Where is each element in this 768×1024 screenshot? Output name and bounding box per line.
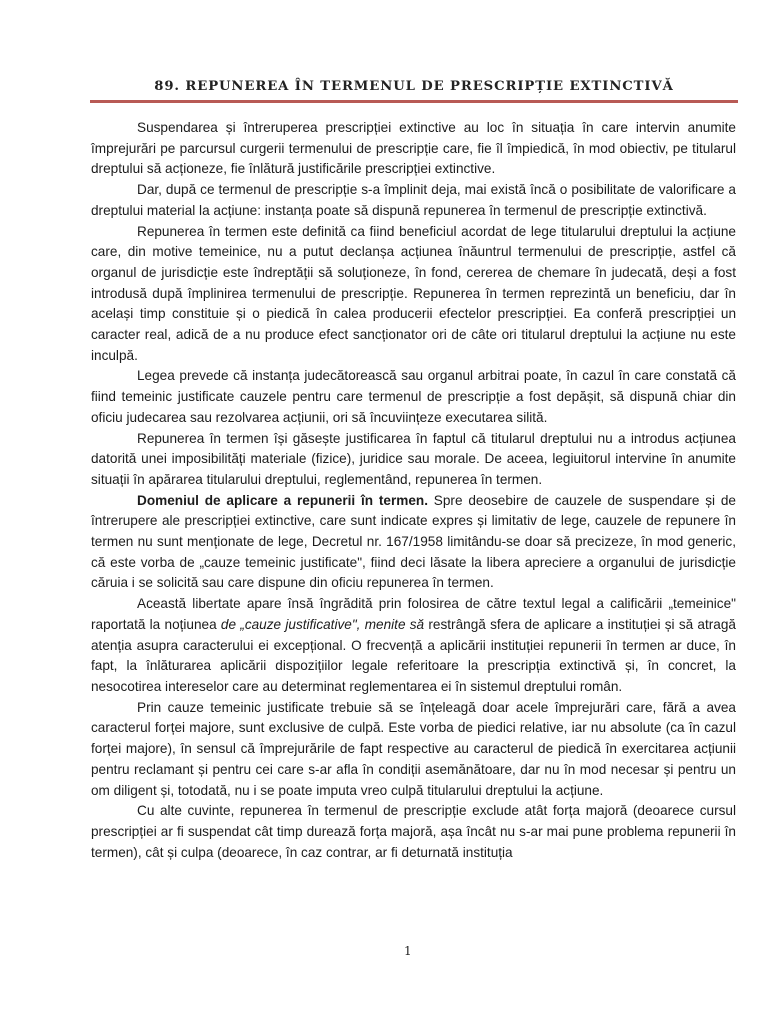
paragraph-text: Această libertate apare însă îngrădită prin folosirea de către textul legal a calificării „temeinice" raportată la noțiunea xyxy=(91,596,736,632)
paragraph xyxy=(91,491,736,595)
paragraph: Repunerea în termen își găsește justificarea în faptul că titularul dreptului nu a introdus acțiunea datorită unei imposibilități materiale (fizice), juridice sau morale. De aceea, legiuitorul intervine în anumite situații în apărarea titularului dreptului, reglementând, repunerea în termen. xyxy=(91,430,736,487)
paragraph: Cu alte cuvinte, repunerea în termenul de prescripție exclude atât forța majoră (deoarece cursul prescripției ar fi suspendat cât timp durează forța majoră, așa încât nu s-ar mai pune problema repunerii în termen), cât și culpa (deoarece, în caz contrar, ar fi deturnată instituția xyxy=(91,803,736,860)
paragraph: Legea prevede că instanța judecătorească sau organul arbitrai poate, în cazul în care constată că fiind temeinic justificate cauzele pentru care termenul de prescripție a fost depășit, să dispună chiar din oficiu judecarea sau rezolvarea acțiunii, ori să încuviințeze executarea silită. xyxy=(91,368,736,425)
italic-text: de „cauze justificative", menite să xyxy=(220,616,425,632)
section-heading: Domeniul de aplicare a repunerii în termen. xyxy=(137,492,428,508)
paragraph-text: restrângă sfera de aplicare a instituției și să atragă atenția asupra caracterului ei excepțional. O frecvență a aplicării instituției repunerii în termen ar duce, în fapt, la înlăturarea aplicării dispozițiilor legale referitoare la prescripția extinctivă și, în concret, la nesocotirea intereselor care au determinat reglementarea ei în sistemul dreptului român. xyxy=(91,616,736,694)
paragraph: Repunerea în termen este definită ca fiind beneficiul acordat de lege titularului dreptului la acțiune care, din motive temeinice, nu a putut declanșa acțiunea înăuntrul termenului de prescripție, astfel că organul de jurisdicție este îndreptății să soluționeze, în fond, cererea de chemare în judecată, deși a fost introdusă după împlinirea termenului de prescripție. Repunerea în termen reprezintă un beneficiu, dar în același timp constituie și o piedică în calea producerii efectelor prescripției. Ea conferă prescripției un caracter real, adică de a nu produce efect sancționator ori de câte ori titularul dreptului la acțiune nu este inculpă. xyxy=(91,223,736,363)
paragraph: Prin cauze temeinic justificate trebuie să se înțeleagă doar acele împrejurări care, fără a avea caracterul forței majore, sunt exclusive de culpă. Este vorba de piedici relative, iar nu absolute (ca în cazul forței majore), în sensul că împrejurările de fapt respective au caracterul de piedică în exercitarea acțiunii pentru reclamant și pentru cei care s-ar afla în condiții asemănătoare, dar nu în mod necesar și pentru un om diligent și, totodată, nu i se poate imputa vreo culpă titularului dreptului la acțiune. xyxy=(91,699,736,798)
paragraph: Suspendarea și întreruperea prescripției extinctive au loc în situația în care intervin anumite împrejurări pe parcursul curgerii termenului de prescripție care, fie îl împiedică, în mod obiectiv, pe titularul dreptului să acționeze, fie înlătură justificările prescripției extinctive. xyxy=(91,120,736,177)
page-number: 1 xyxy=(404,944,412,958)
title-divider xyxy=(90,100,738,103)
document-body xyxy=(91,118,736,863)
paragraph-text: Spre deosebire de cauzele de suspendare și de întrerupere ale prescripției extinctive, care sunt indicate expres și limitativ de lege, cauzele de repunere în termen nu sunt menționate de lege, Decretul nr. 167/1958 limitându-se doar să precizeze, în mod generic, că este vorba de „cauze temeinic justificate", fiind deci lăsate la libera apreciere a organului de jurisdicție căruia i se solicită sau care dispune din oficiu repunerea în termen. xyxy=(91,492,736,591)
paragraph xyxy=(91,594,736,698)
page-title: 89. REPUNEREA ÎN TERMENUL DE PRESCRIPȚIE EXTINCTIVĂ xyxy=(154,79,674,94)
paragraph: Dar, după ce termenul de prescripție s-a împlinit deja, mai există încă o posibilitate de valorificare a dreptului material la acțiune: instanța poate să dispună repunerea în termenul de prescripție extinctivă. xyxy=(91,182,736,218)
